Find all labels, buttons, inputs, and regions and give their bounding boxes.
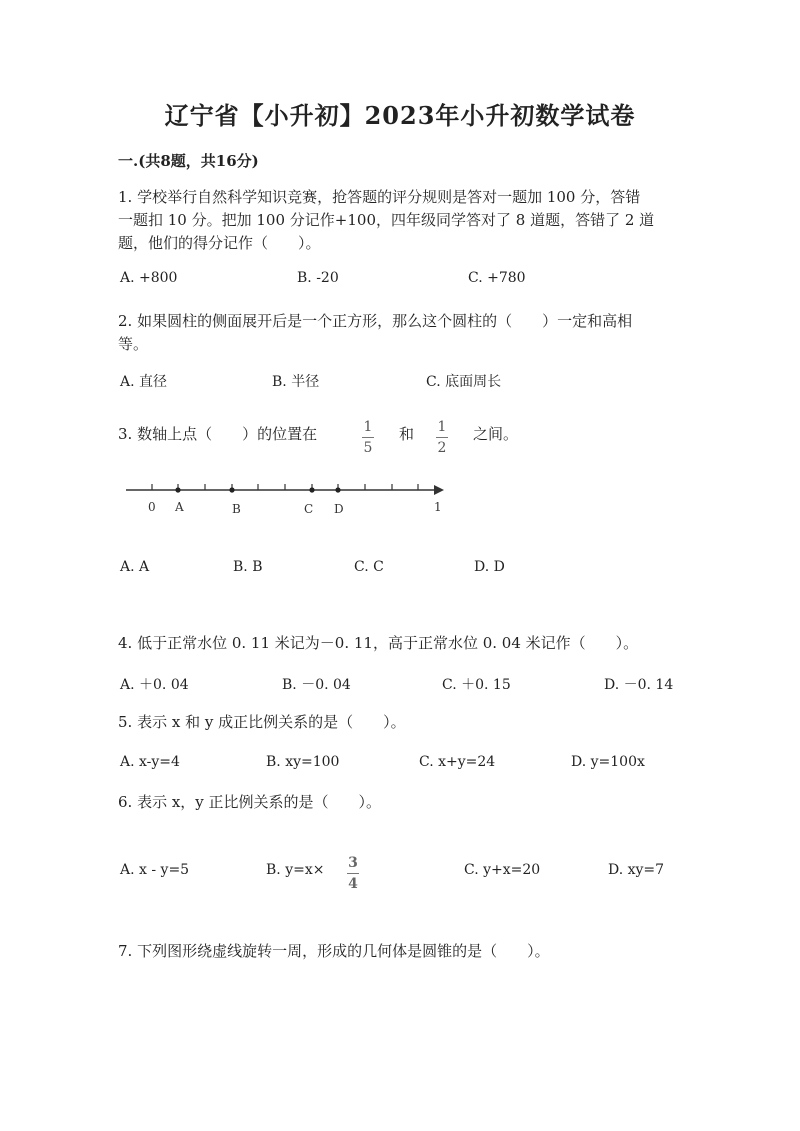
- fraction-numerator: 1: [363, 419, 373, 435]
- question-3-text: 3. 数轴上点（ ）的位置在: [118, 425, 318, 443]
- option-b[interactable]: B. xy=100: [266, 754, 340, 770]
- fraction-three-quarters: [347, 855, 359, 892]
- question-2: [118, 310, 632, 356]
- question-line: 一题扣 10 分。把加 100 分记作+100，四年级同学答对了 8 道题，答错了 2 道: [118, 211, 655, 229]
- option-c[interactable]: C. ＋0. 15: [442, 677, 511, 693]
- fraction-one-fifth: [362, 419, 374, 456]
- label-b: B: [232, 502, 241, 516]
- arrow-right-icon: [434, 485, 444, 495]
- question-3-end: 之间。: [473, 425, 519, 443]
- question-line: 1. 学校举行自然科学知识竞赛，抢答题的评分规则是答对一题加 100 分，答错: [118, 188, 641, 206]
- fraction-bar: [347, 873, 359, 874]
- fraction-denominator: 4: [348, 876, 358, 892]
- option-b[interactable]: B. -20: [297, 270, 339, 286]
- option-a[interactable]: A. +800: [120, 270, 178, 286]
- option-a[interactable]: A. x - y=5: [120, 862, 190, 878]
- number-line: [118, 478, 458, 524]
- option-d[interactable]: D. －0. 14: [604, 677, 674, 693]
- question-5: 5. 表示 x 和 y 成正比例关系的是（ ）。: [118, 713, 406, 731]
- option-b[interactable]: B. －0. 04: [282, 677, 351, 693]
- option-b[interactable]: B. B: [233, 559, 263, 575]
- point-d: [335, 487, 340, 492]
- option-d[interactable]: D. D: [474, 559, 505, 575]
- question-line: 等。: [118, 335, 149, 353]
- option-a[interactable]: A. 直径: [120, 374, 168, 390]
- question-line: 题，他们的得分记作（ ）。: [118, 234, 321, 252]
- option-c[interactable]: C. +780: [468, 270, 526, 286]
- point-a: [175, 487, 180, 492]
- fraction-denominator: 2: [437, 440, 447, 456]
- option-a[interactable]: A. A: [120, 559, 150, 575]
- label-zero: 0: [148, 500, 156, 514]
- option-a[interactable]: A. ＋0. 04: [120, 677, 189, 693]
- question-4: 4. 低于正常水位 0. 11 米记为－0. 11，高于正常水位 0. 04 米记作（ ）。: [118, 634, 639, 652]
- label-c: C: [304, 502, 314, 516]
- question-line: 2. 如果圆柱的侧面展开后是一个正方形，那么这个圆柱的（ ）一定和高相: [118, 312, 633, 330]
- point-b: [229, 487, 234, 492]
- option-d[interactable]: D. xy=7: [608, 862, 665, 878]
- question-3-and: 和: [399, 425, 415, 443]
- question-1: [118, 186, 654, 255]
- fraction-denominator: 5: [363, 440, 373, 456]
- fraction-bar: [436, 437, 448, 438]
- section-heading: 一.(共8题，共16分): [118, 152, 259, 170]
- question-7: 7. 下列图形绕虚线旋转一周，形成的几何体是圆锥的是（ ）。: [118, 942, 550, 960]
- option-b[interactable]: B. y=x×: [266, 862, 325, 878]
- page-title: 辽宁省【小升初】2023年小升初数学试卷: [164, 101, 636, 130]
- fraction-numerator: 1: [437, 419, 447, 435]
- label-one: 1: [434, 500, 442, 514]
- point-c: [309, 487, 314, 492]
- fraction-bar: [362, 437, 374, 438]
- option-b[interactable]: B. 半径: [272, 374, 320, 390]
- tick-marks: [152, 484, 418, 490]
- option-c[interactable]: C. 底面周长: [426, 374, 502, 390]
- fraction-numerator: 3: [348, 855, 358, 871]
- option-c[interactable]: C. y+x=20: [464, 862, 541, 878]
- option-c[interactable]: C. x+y=24: [419, 754, 496, 770]
- label-d: D: [334, 502, 344, 516]
- question-6: 6. 表示 x，y 正比例关系的是（ ）。: [118, 793, 382, 811]
- option-a[interactable]: A. x-y=4: [120, 754, 180, 770]
- option-d[interactable]: D. y=100x: [571, 754, 645, 770]
- fraction-one-half: [436, 419, 448, 456]
- label-a: A: [175, 500, 184, 514]
- option-c[interactable]: C. C: [354, 559, 384, 575]
